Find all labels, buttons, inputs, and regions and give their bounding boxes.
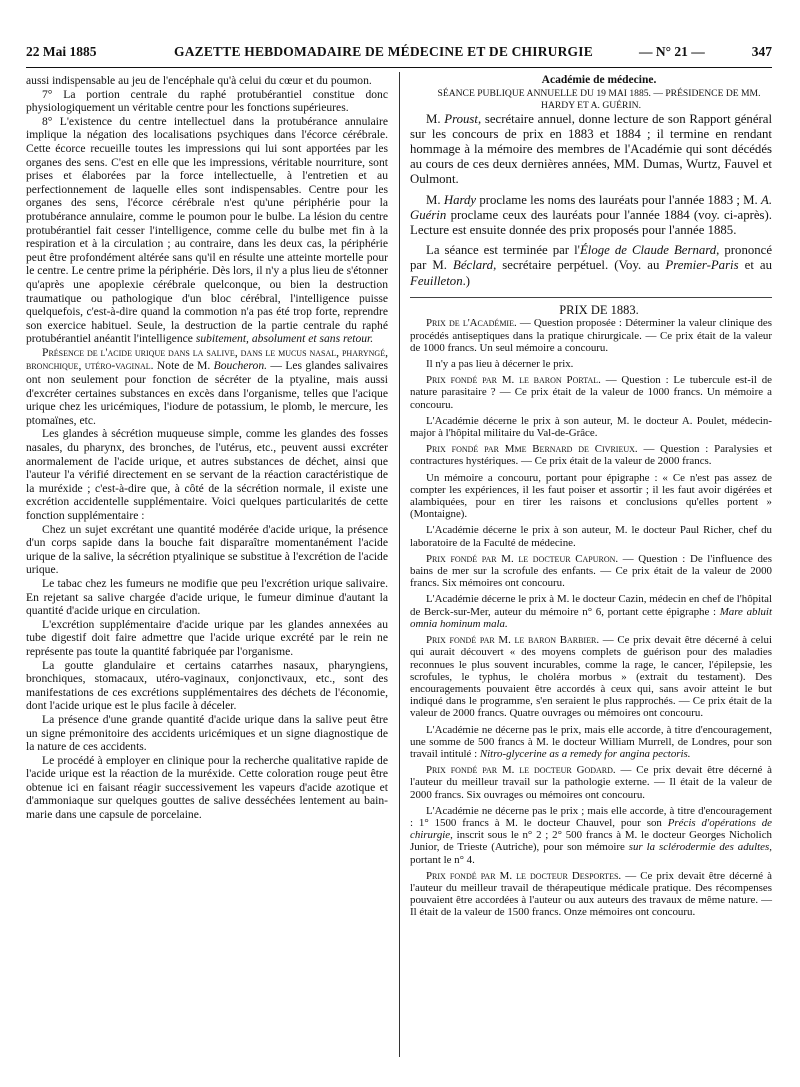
person-name: Proust — [444, 111, 478, 126]
work-title: Nitro-glycerine as a remedy for angina pectoris. — [479, 747, 691, 760]
text: L'Académie décerne le prix à M. le docteur Cazin, médecin en chef de l'hôpital de Berck-sur-Mer, auteur du mémoire n° 6, portant cette épigraphe : — [410, 593, 772, 618]
person-name: A. Guérin — [410, 192, 773, 222]
section-ref: Feuilleton — [410, 273, 463, 288]
person-name: Hardy — [443, 192, 477, 207]
header-date: 22 Mai 1885 — [26, 44, 97, 59]
running-header — [26, 44, 772, 66]
boucheron-note-lead — [26, 346, 388, 428]
right-column — [410, 74, 772, 923]
note-label: Note de M. — [156, 359, 211, 373]
text: — Ce prix devait être décerné à celui qui aurait découvert « des moyens complets de guérison pour des maladies reconnues le plus souvent incurables, comme la rage, le cancer, l'épilepsie, les scrofules, le typhus, le choléra morbus » (extrait du testament). Des encouragements pouvaient être accordés à ceux qui, sans avoir atteint le but indiqué dans le programme, s'en seraient le plus rapprochés. — Ce prix était de la valeur de 2000 francs. Quatre ouvrages ou mémoires ont concouru. — [410, 634, 772, 720]
text: proclame les noms des lauréats pour l'année 1883 ; M. — [479, 192, 758, 207]
author-name: Boucheron. — [213, 359, 268, 373]
column-divider — [399, 72, 400, 1057]
paragraph — [26, 115, 388, 346]
header-journal-title: GAZETTE HEBDOMADAIRE DE MÉDECINE ET DE CHIRURGIE — [174, 44, 593, 59]
prize-entry — [410, 317, 772, 354]
work-title: Éloge de Claude Bernard — [579, 243, 717, 258]
paragraph-text: — Les glandes salivaires ont non seulement pour fonction de sécréter de la ptyaline, mais aussi d'excréter certaines substances en excès dans l'organisme, telles que l'acique urique chez les uricémiques, l'iodure de potassium, le plomb, le mercure, les ptomaïnes, etc. — [26, 359, 388, 427]
text: — Ce prix devait être décerné à l'auteur du meilleur travail sur la pathologie externe. — Il était de la valeur de 2000 francs. Six ouvrages ou mémoires ont concouru. — [410, 764, 772, 801]
paragraph — [410, 805, 772, 866]
session-intro — [410, 112, 772, 289]
paragraph: La présence d'une grande quantité d'acide urique dans la salive peut être un signe prémonitoire des accidents uricémiques et un signe diagnostique de la nature de ces accidents. — [26, 712, 388, 754]
section-ref: Premier-Paris — [665, 258, 739, 273]
left-column — [26, 74, 388, 822]
paragraph: Les glandes à sécrétion muqueuse simple, comme les glandes des fosses nasales, du pharynx, des bronches, de l'utérus, etc., peuvent aussi excréter anormalement de l'acide urique, et autres substances de déchet, ainsi que l'auteur l'a vérifié directement en se servant de la réaction caractéristique de la muréxide ; c'est-à-dire que, à côté de la sécrétion normale, il existe une excrétion accidentelle supplémentaire. Voici quelques particularités de cette fonction supplémentaire : — [26, 427, 388, 522]
prize-name: Prix fondé par M. le baron Portal. — [426, 374, 601, 387]
paragraph: Le procédé à employer en clinique pour la recherche qualitative rapide de l'acide urique est la réaction de la muréxide. Cette coloration rouge peut être obtenue ici en faisant réagir successivement les vapeurs d'acide azotique et d'ammoniaque sur quelques gouttes de salive desséchées lentement au bain-marie dans une capsule de porcelaine. — [26, 753, 388, 822]
text: — Question : Le tubercule est-il de nature parasitaire ? — Ce prix était de la valeur de 1000 francs. Un mémoire a concouru. — [410, 374, 772, 411]
section-title: Académie de médecine. — [541, 74, 657, 86]
text: — Question : Paralysies et contractures hystériques. — Ce prix était de la valeur de 2000 francs. — [410, 443, 772, 468]
paragraph: La goutte glandulaire et certains catarrhes nasaux, pharyngiens, bronchiques, stomacaux, utéro-vaginaux, conjonctivaux, etc., sont des manifestations de ces excrétions supplémentaires des déchets de l'économie, dont l'acide urique est le plus facile à déceler. — [26, 658, 388, 713]
text: proclame ceux des lauréats pour l'année 1884 (voy. ci-après). Lecture est ensuite donnée des prix proposés pour l'année 1885. — [410, 207, 772, 238]
paragraph: Le tabac chez les fumeurs ne modifie que peu l'excrétion urique salivaire. En rejetant sa salive chargée d'acide urique, le fumeur diminue d'autant la quantité d'acide urique en circulation. — [26, 576, 388, 618]
paragraph — [410, 724, 772, 761]
emphasis: subitement, absolument et sans retour. — [195, 332, 374, 346]
text: , prononcé par M. — [410, 243, 773, 273]
text: — Question proposée : Déterminer la valeur clinique des procédés antiseptiques dans la pratique chirurgicale. — Ce prix était de la valeur de 1000 francs. Un seul mémoire a concouru. — [410, 317, 772, 354]
paragraph — [410, 243, 772, 289]
prize-name: Prix fondé par M. le baron Barbier. — [426, 634, 600, 647]
paragraph-text: 8° L'existence du centre intellectuel dans la protubérance annulaire implique la négation des localisations psychiques dans l'écorce cérébrale. Cette écorce recueille toutes les impressions qui lui sont apportées par les organes des sens. C'est en elle que les impressions, véritable nourriture, sont prises et élaborées par la force intellectuelle, à l'entretien et au perfectionnement de laquelle elles sont indispensables. Centre pour les organes des sens, l'écorce cérébrale n'est qu'une périphérie pour la protubérance annulaire, comme le poumon pour le bulbe. La lésion du centre protubérantiel fait cesser l'intelligence, comme celle du bulbe met fin à la respiration et à la circulation ; au contraire, dans les deux cas, la périphérie peut être profondément altérée sans qu'il en résulte une atteinte mortelle pour le centre. Le centre prime la périphérie. Dès lors, il n'y a plus lieu de s'étonner qu'après une apoplexie cérébrale quelconque, ou bien la destruction traumatique ou pathologique d'un bloc cérébral, l'intelligence puisse quelquefois, c'est-à-dire quand la commotion n'a pas été trop forte, reprendre son exercice habituel. Seule, la destruction de la partie centrale du raphé protubérantiel anéantit l'intelligence — [26, 114, 388, 346]
paragraph: aussi indispensable au jeu de l'encéphale qu'à celui du cœur et du poumon. — [26, 74, 372, 87]
text: , secrétaire perpétuel. (Voy. au — [493, 258, 660, 273]
paragraph — [410, 112, 772, 188]
session-subtitle: SÉANCE PUBLIQUE ANNUELLE DU 19 MAI 1885. — PRÉSIDENCE DE MM. HARDY ET A. GUÉRIN. — [437, 87, 761, 111]
text: La séance est terminée par l' — [426, 243, 580, 258]
paragraph: L'excrétion supplémentaire d'acide urique par les glandes annexées au tube digestif doit faire admettre que l'acide urique excrété par le rein ne représente pas toute la quantité fabriquée par l'organisme. — [26, 617, 388, 658]
text: M. — [426, 192, 441, 207]
prize-entry — [410, 764, 772, 801]
paragraph: Chez un sujet excrétant une quantité modérée d'acide urique, la présence d'un corps sapide dans la bouche fait disparaître momentanément l'acide urique de la salive, la sécrétion ptyalinique se substitue à l'excrétion de l'acide urique. — [26, 522, 388, 577]
work-title: Précis d'opérations de chirurgie — [410, 816, 772, 842]
person-name: Béclard — [453, 258, 494, 273]
paragraph: 7° La portion centrale du raphé protubérantiel constitue donc physiologiquement un véritable centre pour les fonctions supérieures. — [26, 87, 388, 115]
text: , portant le n° 4. — [410, 841, 772, 866]
text: L'Académie ne décerne pas le prix ; mais elle accorde, à titre d'encouragement : 1° 1500 francs à M. le docteur Chauvel, pour son — [410, 804, 772, 829]
header-page-number: 347 — [751, 44, 772, 59]
text: et au — [744, 258, 772, 273]
text: .) — [462, 273, 471, 288]
paragraph — [410, 593, 772, 630]
text: M. — [426, 111, 441, 126]
paragraph: L'Académie décerne le prix à son auteur, M. le docteur Paul Richer, chef du laboratoire de la Faculté de médecine. — [410, 524, 772, 549]
epigraph: Mare abluit omnia hominum mala. — [410, 605, 772, 630]
section-separator — [410, 297, 772, 298]
prize-entry — [410, 374, 772, 411]
work-title: sur la sclérodermie des adultes — [628, 841, 770, 854]
paragraph: Un mémoire a concouru, portant pour épigraphe : « Ce n'est pas assez de compter les expériences, il les faut poiser et assortir ; il les faut avoir digérées et alambiquées, pour en tirer les raisons et conclusions qu'elles portent » (Montaigne). — [410, 471, 772, 521]
text: , inscrit sous le n° 2 ; 2° 500 francs à M. le docteur Georges Nicholich Junior, de Trieste (Autriche), pour son mémoire — [410, 829, 772, 854]
text: , secrétaire annuel, donne lecture de son Rapport général sur les concours de prix en 1883 et 1884 ; il termine en rendant hommage à la mémoire des membres de l'Académie qui sont décédés au cours de ces deux dernières années, MM. Dumas, Wurtz, Fauvel et Oulmont. — [410, 111, 772, 187]
prize-name: Prix fondé par M. le docteur Godard. — [426, 764, 616, 777]
prize-entry — [410, 870, 772, 919]
text: — Question : De l'influence des bains de mer sur la scrofule des enfants. — Ce prix était de la valeur de 2000 francs. Six mémoires ont concouru. — [410, 552, 772, 590]
prize-entry — [410, 634, 772, 719]
prize-year-heading: PRIX DE 1883. — [559, 302, 639, 317]
text: — Ce prix devait être décerné à l'auteur du meilleur travail de thérapeutique médicale pratique. Des récompenses pouvaient être accordées à l'auteur ou aux auteurs des travaux de même nature. — Il était de la valeur de 1500 francs. Onze mémoires ont concouru. — [410, 869, 772, 919]
prize-list — [410, 317, 772, 918]
prize-entry — [410, 553, 772, 590]
prize-name: Prix fondé par Mme Bernard de Civrieux. — [426, 443, 638, 456]
prize-name: Prix fondé par M. le docteur Capuron. — [426, 552, 619, 565]
prize-name: Prix de l'Académie. — [426, 317, 517, 330]
prize-entry — [410, 443, 772, 467]
paragraph — [410, 193, 772, 239]
header-issue-number: — N° 21 — — [639, 44, 705, 59]
prize-name: Prix fondé par M. le docteur Desportes. — [426, 869, 622, 882]
paragraph: Il n'y a pas lieu à décerner le prix. — [426, 358, 574, 371]
note-title: Présence de l'acide urique dans la salive, dans le mucus nasal, pharyngé, bronchique, utéro-vaginal. — [26, 345, 388, 373]
paragraph: L'Académie décerne le prix à son auteur, M. le docteur A. Poulet, médecin-major à l'hôpital militaire du Val-de-Grâce. — [410, 414, 772, 440]
header-rule — [26, 67, 772, 68]
text: L'Académie ne décerne pas le prix, mais elle accorde, à titre d'encouragement, une somme de 500 francs à M. le docteur William Murrell, de Londres, pour son travail intitulé : — [410, 723, 772, 760]
